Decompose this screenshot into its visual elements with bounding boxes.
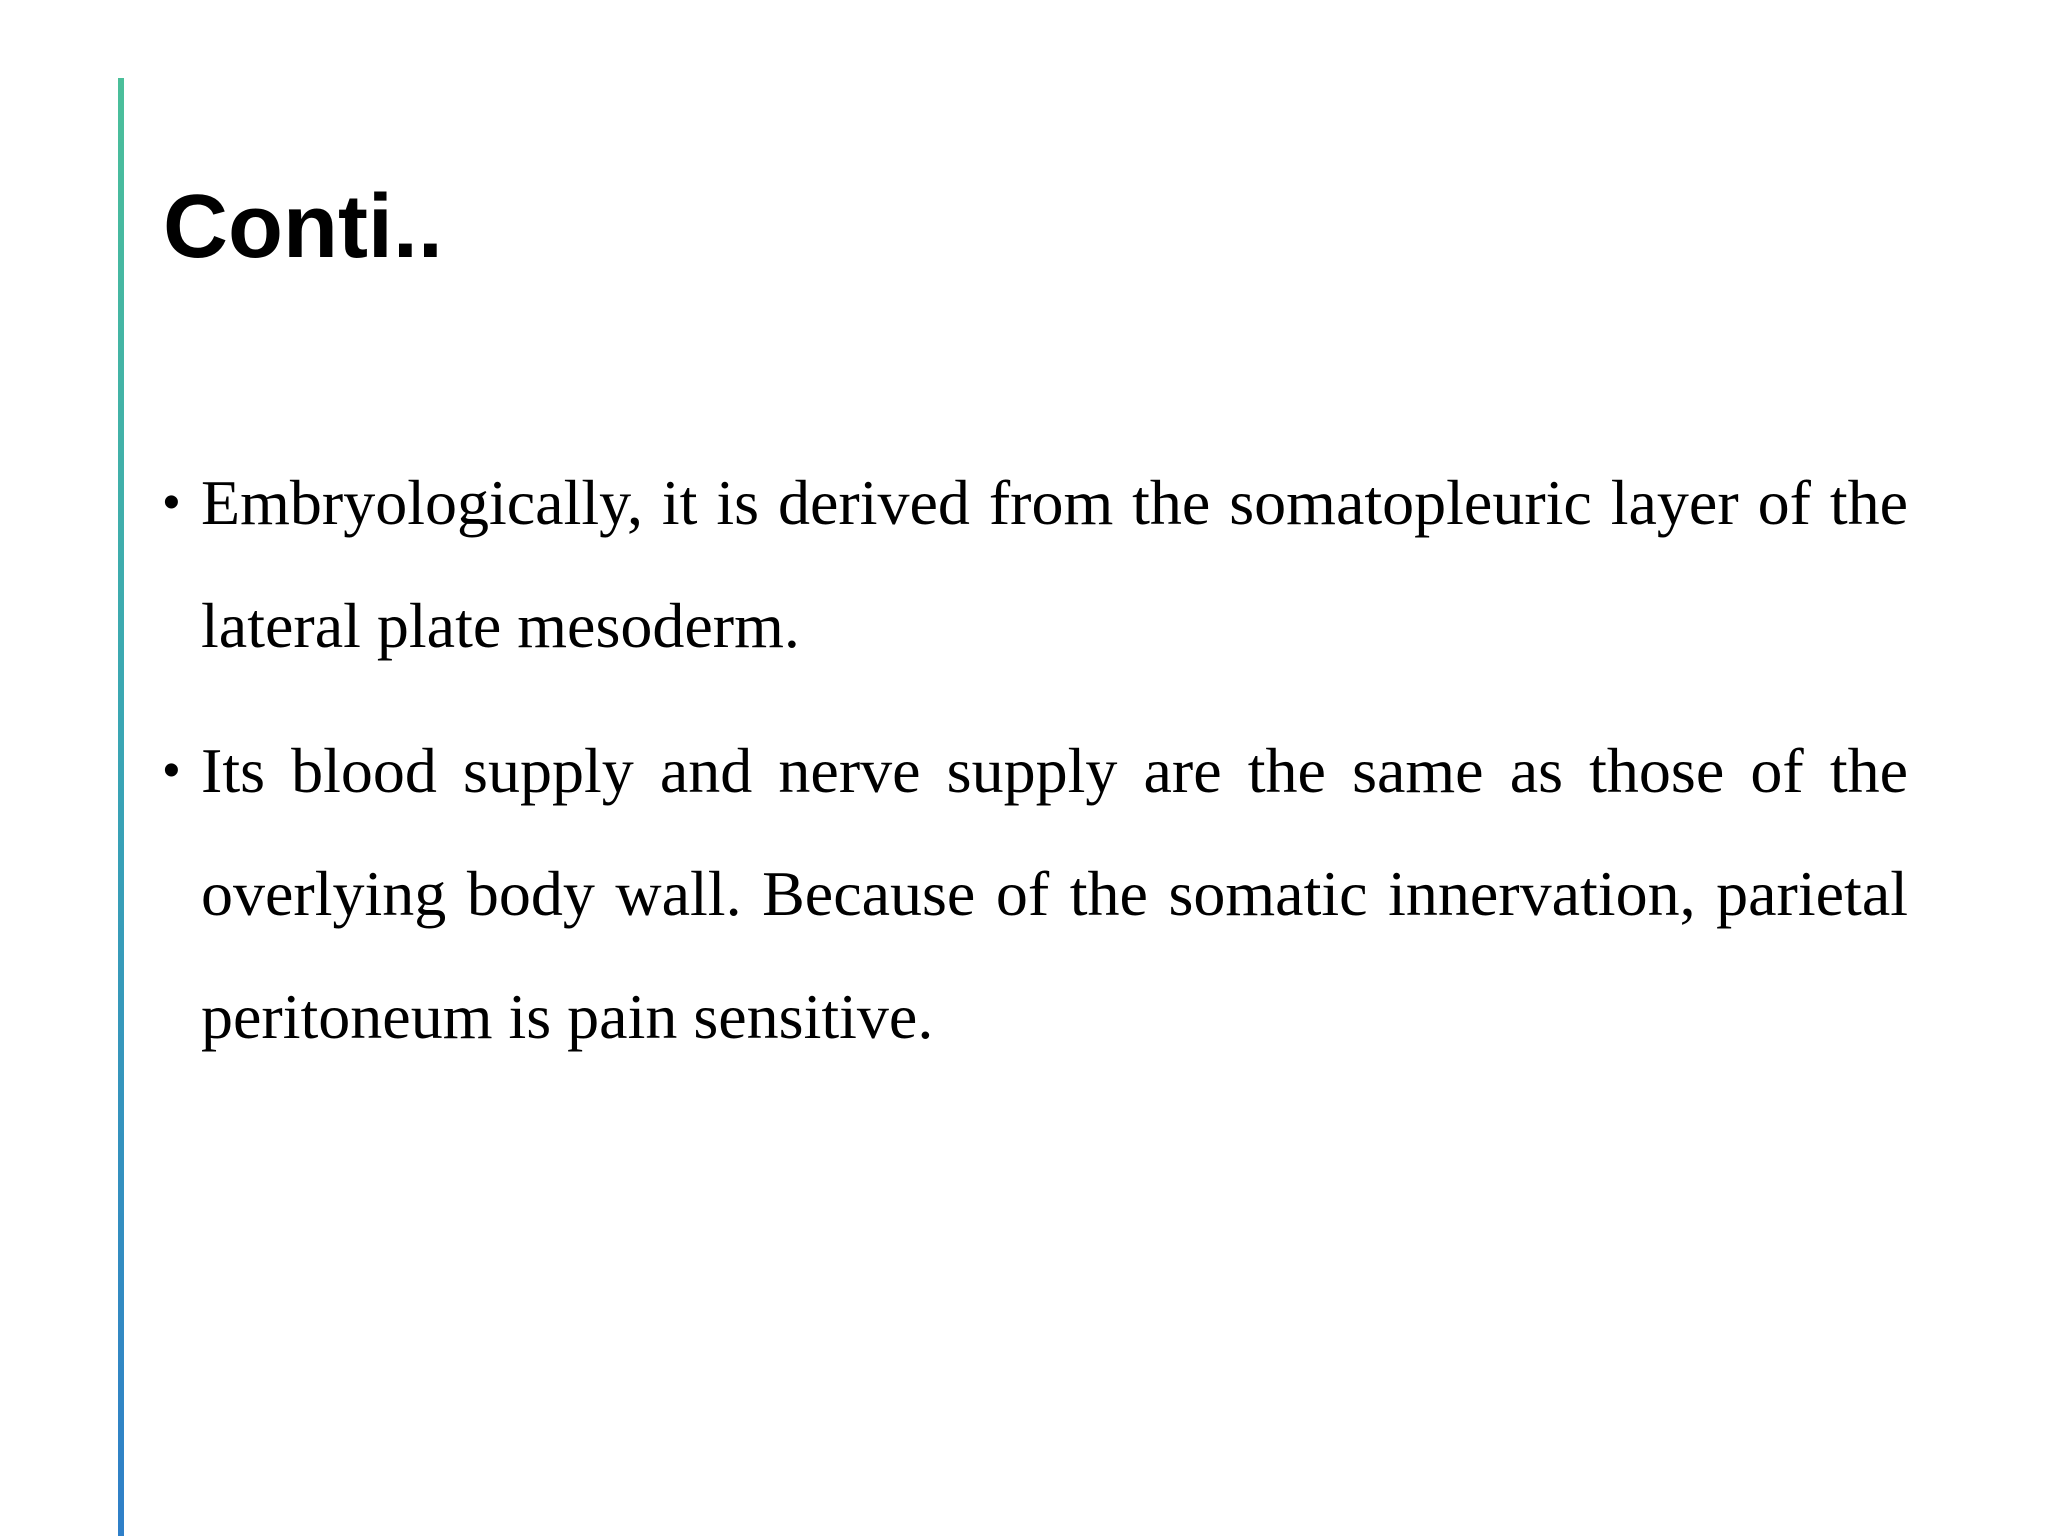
accent-bar (118, 78, 124, 1536)
bullet-text: Its blood supply and nerve supply are the same as those of the overlying body wall. Because of the somatic innervation, parietal peritoneum is pain sensitive. (201, 735, 1908, 1052)
bullet-marker: • (163, 476, 180, 529)
bullet-item-supply (163, 709, 1908, 1078)
bullet-text: Embryologically, it is derived from the somatopleuric layer of the lateral plate mesoderm. (201, 467, 1908, 661)
slide-title: Conti.. (163, 177, 443, 277)
bullet-marker: • (163, 744, 180, 797)
bullet-list (163, 441, 1908, 1100)
bullet-item-embryology (163, 441, 1908, 687)
